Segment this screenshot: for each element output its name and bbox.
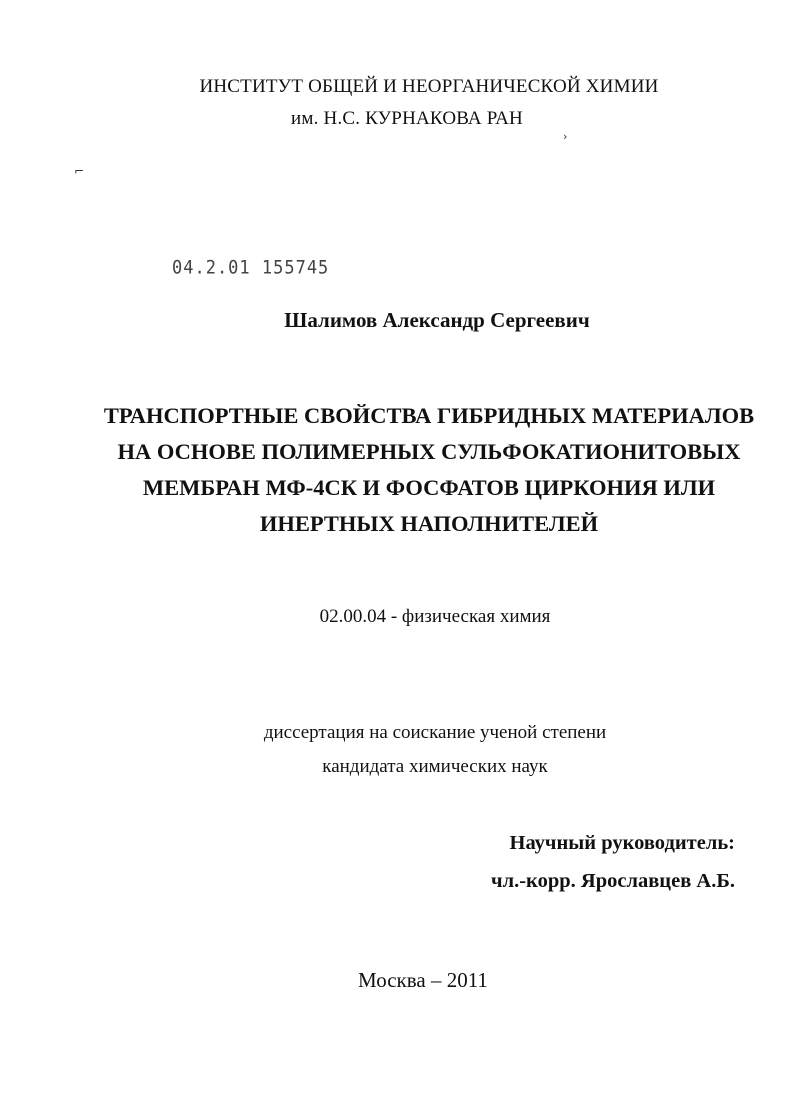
title-line: НА ОСНОВЕ ПОЛИМЕРНЫХ СУЛЬФОКАТИОНИТОВЫХ [117, 439, 741, 464]
title-line: ИНЕРТНЫХ НАПОЛНИТЕЛЕЙ [259, 511, 599, 536]
scan-mark: › [563, 130, 568, 143]
specialty-code: 02.00.04 - физическая химия [319, 606, 551, 627]
scan-mark: ⌐ [74, 164, 85, 178]
institute-name-line1: ИНСТИТУТ ОБЩЕЙ И НЕОРГАНИЧЕСКОЙ ХИМИИ [199, 76, 659, 97]
dissertation-title [30, 398, 798, 542]
title-line: МЕМБРАН МФ-4СК И ФОСФАТОВ ЦИРКОНИЯ ИЛИ [142, 475, 716, 500]
supervisor-block [491, 824, 735, 900]
title-line: ТРАНСПОРТНЫЕ СВОЙСТВА ГИБРИДНЫХ МАТЕРИАЛОВ [103, 403, 755, 428]
library-stamp-number: 04.2.01 155745 [172, 257, 330, 279]
supervisor-name: чл.-корр. Ярославцев А.Б. [491, 870, 735, 892]
degree-statement [36, 716, 798, 784]
institute-name-line2: им. Н.С. КУРНАКОВА РАН [291, 108, 523, 129]
author-name: Шалимов Александр Сергеевич [284, 308, 590, 332]
supervisor-label: Научный руководитель: [509, 832, 735, 854]
degree-line2: кандидата химических наук [322, 756, 548, 777]
degree-line1: диссертация на соискание ученой степени [263, 722, 607, 743]
city-year: Москва – 2011 [358, 968, 488, 992]
